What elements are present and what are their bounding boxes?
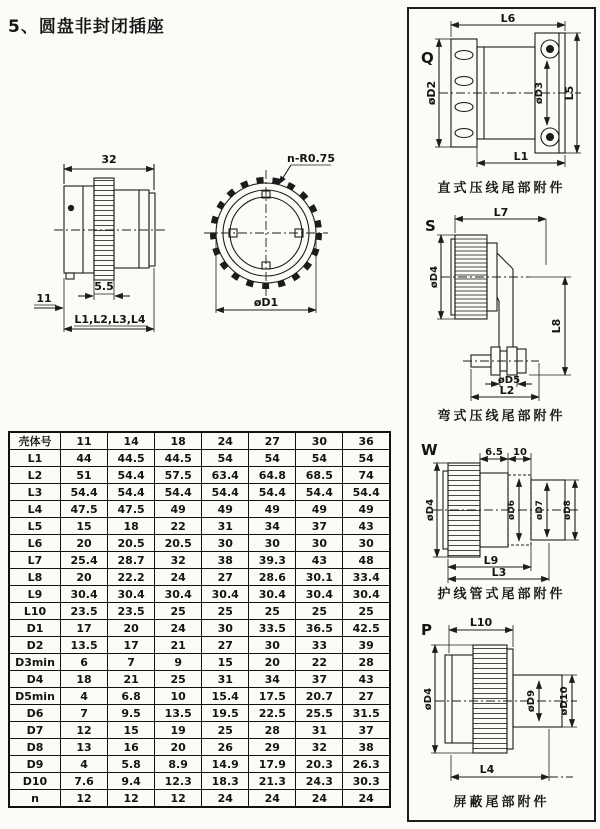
value-cell: 8.9 xyxy=(155,756,202,773)
value-cell: 18 xyxy=(61,671,108,688)
value-cell: 47.5 xyxy=(61,501,108,518)
accessory-drawing-w xyxy=(409,433,595,583)
value-cell: 30.4 xyxy=(296,586,343,603)
value-cell: 17 xyxy=(61,620,108,637)
header-shell-size: 14 xyxy=(108,432,155,450)
value-cell: 64.8 xyxy=(249,467,296,484)
value-cell: 26.3 xyxy=(343,756,390,773)
row-label: L2 xyxy=(9,467,61,484)
value-cell: 54.4 xyxy=(296,484,343,501)
accessory-panel xyxy=(407,7,596,822)
accessory-letter-s: S xyxy=(424,217,436,235)
table-row xyxy=(9,739,390,756)
value-cell: 17 xyxy=(108,637,155,654)
row-label: L5 xyxy=(9,518,61,535)
accessory-caption-q: 直式压线尾部附件 xyxy=(437,181,566,196)
value-cell: 49 xyxy=(155,501,202,518)
header-shell-label: 壳体号 xyxy=(9,432,61,450)
value-cell: 9 xyxy=(155,654,202,671)
value-cell: 24 xyxy=(343,790,390,808)
dim-label-l5: L5 xyxy=(562,85,576,101)
value-cell: 54 xyxy=(249,450,296,467)
value-cell: 49 xyxy=(249,501,296,518)
value-cell: 22 xyxy=(155,518,202,535)
header-shell-size: 18 xyxy=(155,432,202,450)
value-cell: 54.4 xyxy=(108,484,155,501)
row-label: L10 xyxy=(9,603,61,620)
value-cell: 30.4 xyxy=(343,586,390,603)
table-row xyxy=(9,671,390,688)
dim-label-l10: L10 xyxy=(469,616,492,629)
value-cell: 31.5 xyxy=(343,705,390,722)
dim-label-diameter: øD1 xyxy=(253,296,279,309)
value-cell: 32 xyxy=(296,739,343,756)
value-cell: 25 xyxy=(296,603,343,620)
value-cell: 33.5 xyxy=(249,620,296,637)
value-cell: 44.5 xyxy=(155,450,202,467)
side-view-geometry xyxy=(34,164,168,332)
value-cell: 33 xyxy=(296,637,343,654)
value-cell: 25 xyxy=(249,603,296,620)
value-cell: 33.4 xyxy=(343,569,390,586)
value-cell: 30.4 xyxy=(202,586,249,603)
accessory-caption-p: 屏蔽尾部附件 xyxy=(453,795,550,810)
accessory-letter-p: P xyxy=(420,621,432,639)
value-cell: 54.4 xyxy=(155,484,202,501)
table-row xyxy=(9,467,390,484)
row-label: D1 xyxy=(9,620,61,637)
accessory-letter-q: Q xyxy=(420,49,434,67)
value-cell: 12 xyxy=(61,790,108,808)
value-cell: 20 xyxy=(155,739,202,756)
dim-label-flange: 11 xyxy=(36,292,52,305)
value-cell: 6 xyxy=(61,654,108,671)
value-cell: 23.5 xyxy=(61,603,108,620)
value-cell: 54.4 xyxy=(61,484,108,501)
value-cell: 12.3 xyxy=(155,773,202,790)
row-label: D7 xyxy=(9,722,61,739)
row-label: L4 xyxy=(9,501,61,518)
row-label: n xyxy=(9,790,61,808)
value-cell: 25 xyxy=(155,603,202,620)
value-cell: 38 xyxy=(202,552,249,569)
value-cell: 15.4 xyxy=(202,688,249,705)
value-cell: 30.3 xyxy=(343,773,390,790)
value-cell: 54 xyxy=(343,450,390,467)
value-cell: 13 xyxy=(61,739,108,756)
value-cell: 37 xyxy=(296,671,343,688)
accessory-section-p xyxy=(409,611,594,820)
value-cell: 57.5 xyxy=(155,467,202,484)
value-cell: 30.4 xyxy=(108,586,155,603)
table-row xyxy=(9,450,390,467)
front-view-geometry xyxy=(204,165,331,313)
header-shell-size: 11 xyxy=(61,432,108,450)
row-label: D4 xyxy=(9,671,61,688)
s-geometry xyxy=(437,215,571,401)
value-cell: 22 xyxy=(296,654,343,671)
table-row xyxy=(9,603,390,620)
value-cell: 21 xyxy=(155,637,202,654)
value-cell: 7.6 xyxy=(61,773,108,790)
value-cell: 54 xyxy=(202,450,249,467)
row-label: D6 xyxy=(9,705,61,722)
value-cell: 27 xyxy=(202,637,249,654)
value-cell: 30.1 xyxy=(296,569,343,586)
accessory-caption-w: 护线管式尾部附件 xyxy=(437,587,566,602)
dim-label-l8: L8 xyxy=(549,318,563,334)
value-cell: 43 xyxy=(343,518,390,535)
table-row xyxy=(9,756,390,773)
value-cell: 32 xyxy=(155,552,202,569)
value-cell: 15 xyxy=(61,518,108,535)
value-cell: 4 xyxy=(61,756,108,773)
table-row xyxy=(9,569,390,586)
value-cell: 54.4 xyxy=(202,484,249,501)
value-cell: 19.5 xyxy=(202,705,249,722)
accessory-drawing-s xyxy=(409,205,595,405)
value-cell: 36.5 xyxy=(296,620,343,637)
accessory-section-s xyxy=(409,205,594,433)
value-cell: 54.4 xyxy=(108,467,155,484)
accessory-drawing-q xyxy=(409,9,595,177)
value-cell: 54 xyxy=(296,450,343,467)
side-view-drawing xyxy=(26,138,211,338)
value-cell: 23.5 xyxy=(108,603,155,620)
value-cell: 15 xyxy=(108,722,155,739)
value-cell: 30 xyxy=(202,535,249,552)
value-cell: 28.6 xyxy=(249,569,296,586)
value-cell: 51 xyxy=(61,467,108,484)
accessory-letter-w: W xyxy=(420,441,438,459)
table-row xyxy=(9,586,390,603)
table-row xyxy=(9,654,390,671)
table-row xyxy=(9,552,390,569)
dim-label-b: 10 xyxy=(512,447,527,458)
value-cell: 28 xyxy=(343,654,390,671)
value-cell: 68.5 xyxy=(296,467,343,484)
value-cell: 24 xyxy=(155,620,202,637)
value-cell: 18 xyxy=(108,518,155,535)
dim-label-d4: øD4 xyxy=(428,265,440,289)
value-cell: 54.4 xyxy=(249,484,296,501)
dim-label-d5: øD5 xyxy=(497,375,520,386)
value-cell: 27 xyxy=(343,688,390,705)
value-cell: 30 xyxy=(249,637,296,654)
dim-label-d4p: øD4 xyxy=(422,687,434,711)
row-label: D8 xyxy=(9,739,61,756)
table-row xyxy=(9,535,390,552)
page-title: 5、圆盘非封闭插座 xyxy=(8,17,165,37)
value-cell: 17.5 xyxy=(249,688,296,705)
value-cell: 20.3 xyxy=(296,756,343,773)
row-label: L9 xyxy=(9,586,61,603)
accessory-section-w xyxy=(409,433,594,611)
value-cell: 29 xyxy=(249,739,296,756)
dim-label-a: 6.5 xyxy=(484,447,503,458)
dim-label-l2: L2 xyxy=(499,384,514,397)
value-cell: 34 xyxy=(249,518,296,535)
dim-label-d3: øD3 xyxy=(533,81,545,105)
accessory-caption-s: 弯式压线尾部附件 xyxy=(437,409,566,424)
dim-label-d8: øD8 xyxy=(562,500,573,520)
value-cell: 30.4 xyxy=(155,586,202,603)
dim-label-l7: L7 xyxy=(493,206,508,219)
value-cell: 18.3 xyxy=(202,773,249,790)
dim-label-l9: L9 xyxy=(483,554,498,567)
value-cell: 49 xyxy=(343,501,390,518)
value-cell: 15 xyxy=(202,654,249,671)
value-cell: 21 xyxy=(108,671,155,688)
q-geometry xyxy=(435,21,581,167)
value-cell: 22.5 xyxy=(249,705,296,722)
value-cell: 30.4 xyxy=(249,586,296,603)
value-cell: 24 xyxy=(296,790,343,808)
value-cell: 31 xyxy=(296,722,343,739)
value-cell: 13.5 xyxy=(155,705,202,722)
value-cell: 54.4 xyxy=(343,484,390,501)
value-cell: 6.8 xyxy=(108,688,155,705)
value-cell: 43 xyxy=(296,552,343,569)
row-label: D2 xyxy=(9,637,61,654)
dim-label-d2: øD2 xyxy=(424,80,438,106)
value-cell: 30 xyxy=(296,535,343,552)
value-cell: 5.8 xyxy=(108,756,155,773)
value-cell: 49 xyxy=(296,501,343,518)
value-cell: 20.5 xyxy=(155,535,202,552)
table-row xyxy=(9,773,390,790)
value-cell: 20 xyxy=(108,620,155,637)
dim-label-d7: øD7 xyxy=(534,500,545,520)
value-cell: 44 xyxy=(61,450,108,467)
value-cell: 7 xyxy=(61,705,108,722)
table-row xyxy=(9,620,390,637)
value-cell: 63.4 xyxy=(202,467,249,484)
value-cell: 24 xyxy=(249,790,296,808)
value-cell: 31 xyxy=(202,518,249,535)
table-row xyxy=(9,790,390,808)
value-cell: 34 xyxy=(249,671,296,688)
value-cell: 44.5 xyxy=(108,450,155,467)
table-body xyxy=(9,450,390,808)
row-label: L6 xyxy=(9,535,61,552)
value-cell: 13.5 xyxy=(61,637,108,654)
value-cell: 20 xyxy=(249,654,296,671)
value-cell: 17.9 xyxy=(249,756,296,773)
value-cell: 39 xyxy=(343,637,390,654)
row-label: D10 xyxy=(9,773,61,790)
row-label: D5min xyxy=(9,688,61,705)
value-cell: 37 xyxy=(296,518,343,535)
value-cell: 25.4 xyxy=(61,552,108,569)
value-cell: 22.2 xyxy=(108,569,155,586)
value-cell: 27 xyxy=(202,569,249,586)
value-cell: 20 xyxy=(61,569,108,586)
table-head xyxy=(9,432,390,450)
value-cell: 24 xyxy=(202,790,249,808)
value-cell: 30 xyxy=(343,535,390,552)
row-label: L3 xyxy=(9,484,61,501)
row-label: L8 xyxy=(9,569,61,586)
value-cell: 48 xyxy=(343,552,390,569)
value-cell: 24 xyxy=(155,569,202,586)
value-cell: 7 xyxy=(108,654,155,671)
w-geometry xyxy=(433,453,579,583)
row-label: D9 xyxy=(9,756,61,773)
value-cell: 21.3 xyxy=(249,773,296,790)
dimension-table xyxy=(8,431,391,808)
value-cell: 25 xyxy=(155,671,202,688)
row-label: L1 xyxy=(9,450,61,467)
dim-label-lengths: L1,L2,L3,L4 xyxy=(74,313,146,326)
dim-label-l4: L4 xyxy=(479,763,494,776)
dim-label-d4w: øD4 xyxy=(424,498,436,522)
p-geometry xyxy=(431,625,577,781)
header-shell-size: 24 xyxy=(202,432,249,450)
value-cell: 19 xyxy=(155,722,202,739)
value-cell: 20.5 xyxy=(108,535,155,552)
value-cell: 9.5 xyxy=(108,705,155,722)
value-cell: 14.9 xyxy=(202,756,249,773)
value-cell: 30.4 xyxy=(61,586,108,603)
dim-label-knurl-width: 5.5 xyxy=(94,280,114,293)
value-cell: 30 xyxy=(249,535,296,552)
value-cell: 38 xyxy=(343,739,390,756)
accessory-drawing-p xyxy=(409,611,595,791)
value-cell: 12 xyxy=(108,790,155,808)
accessory-section-q xyxy=(409,9,594,205)
table-row xyxy=(9,518,390,535)
table-row xyxy=(9,722,390,739)
value-cell: 25 xyxy=(202,722,249,739)
row-label: D3min xyxy=(9,654,61,671)
table-row xyxy=(9,688,390,705)
dim-label-length: 32 xyxy=(101,153,117,166)
value-cell: 28.7 xyxy=(108,552,155,569)
value-cell: 16 xyxy=(108,739,155,756)
header-shell-size: 27 xyxy=(249,432,296,450)
dim-label-l3: L3 xyxy=(491,566,506,579)
value-cell: 74 xyxy=(343,467,390,484)
dim-label-d10: øD10 xyxy=(558,686,570,716)
dim-label-notch: n-R0.75 xyxy=(286,152,336,165)
value-cell: 4 xyxy=(61,688,108,705)
table-header-row xyxy=(9,432,390,450)
value-cell: 42.5 xyxy=(343,620,390,637)
header-shell-size: 30 xyxy=(296,432,343,450)
value-cell: 25 xyxy=(202,603,249,620)
dim-label-d6: øD6 xyxy=(506,500,517,520)
value-cell: 25.5 xyxy=(296,705,343,722)
value-cell: 43 xyxy=(343,671,390,688)
value-cell: 9.4 xyxy=(108,773,155,790)
value-cell: 37 xyxy=(343,722,390,739)
value-cell: 39.3 xyxy=(249,552,296,569)
table-row xyxy=(9,637,390,654)
table-row xyxy=(9,501,390,518)
value-cell: 26 xyxy=(202,739,249,756)
value-cell: 12 xyxy=(155,790,202,808)
front-view-drawing xyxy=(196,138,381,338)
value-cell: 24.3 xyxy=(296,773,343,790)
value-cell: 30 xyxy=(202,620,249,637)
dim-label-l6: L6 xyxy=(500,12,515,25)
value-cell: 20.7 xyxy=(296,688,343,705)
value-cell: 28 xyxy=(249,722,296,739)
value-cell: 49 xyxy=(202,501,249,518)
dim-label-d9: øD9 xyxy=(525,689,537,713)
value-cell: 20 xyxy=(61,535,108,552)
table-row xyxy=(9,705,390,722)
dim-label-l1: L1 xyxy=(513,150,528,163)
value-cell: 10 xyxy=(155,688,202,705)
table-row xyxy=(9,484,390,501)
header-shell-size: 36 xyxy=(343,432,390,450)
value-cell: 25 xyxy=(343,603,390,620)
row-label: L7 xyxy=(9,552,61,569)
value-cell: 31 xyxy=(202,671,249,688)
value-cell: 12 xyxy=(61,722,108,739)
value-cell: 47.5 xyxy=(108,501,155,518)
